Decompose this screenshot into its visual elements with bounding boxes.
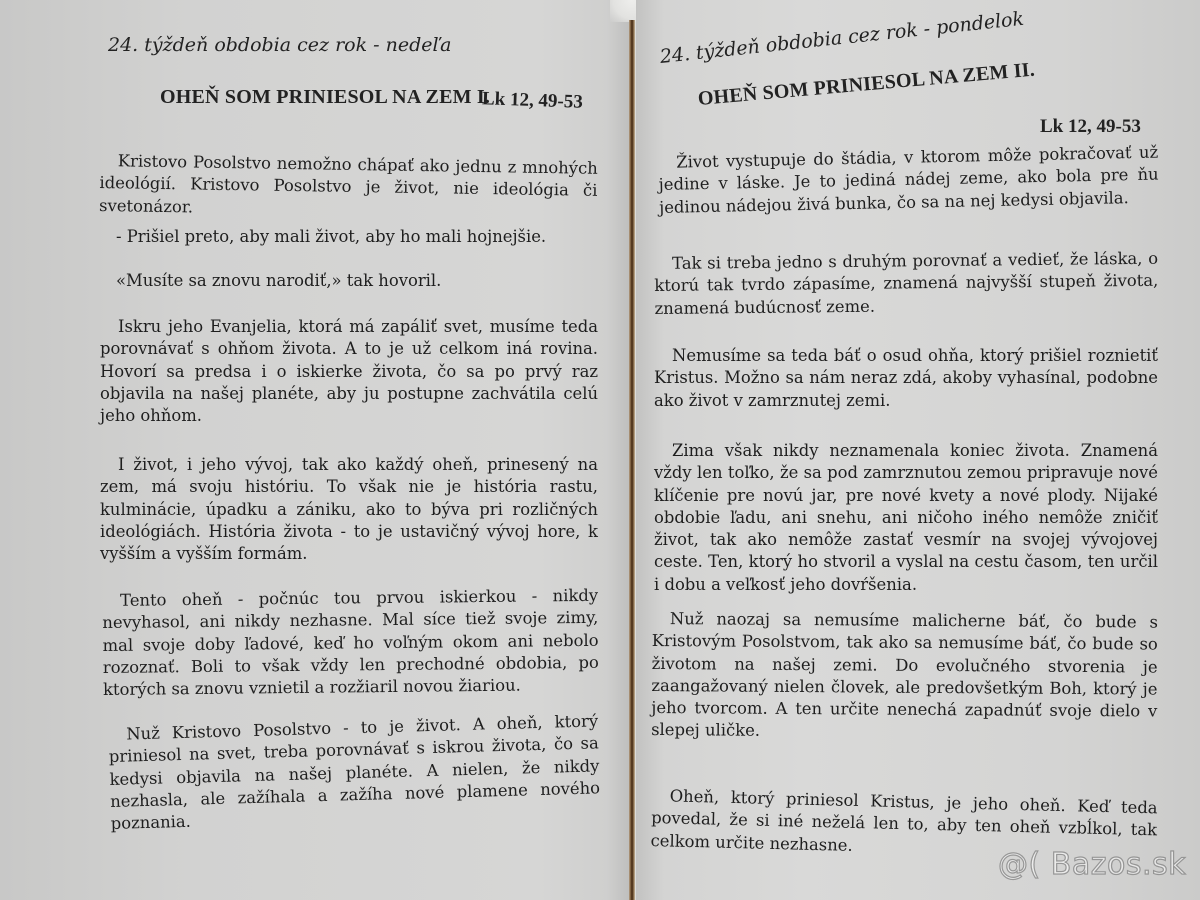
right-page [636, 0, 1200, 900]
bazos-watermark: @( Bazos.sk [998, 847, 1186, 882]
left-paragraph-5: I život, i jeho vývoj, tak ako každý oheň, prinesený na zem, má svoju históriu. To však nie je história rastu, kulminácie, úpadku a zániku, ako to býva pri rozličných ideológiách. História života - to je ustavičný vývoj hore, k vyšším a vyšším formám. [100, 455, 598, 564]
right-chapter-title: OHEŇ SOM PRINIESOL NA ZEM II. [696, 58, 1036, 110]
left-chapter-title: OHEŇ SOM PRINIESOL NA ZEM I. [160, 86, 491, 108]
right-paragraph-1: Život vystupuje do štádia, v ktorom môže pokračovať už jedine v láske. Je to jediná nádej zeme, ako bola pre ňu jedinou nádejou živá bunka, čo sa na nej kedysi objavila. [658, 142, 1159, 217]
left-paragraph-7: Nuž Kristovo Posolstvo - to je život. A oheň, ktorý priniesol na svet, treba porovnávať s iskrou života, čo sa kedysi objavila na našej planéte. A nielen, že nikdy nezhasla, ale zažíhala a zažíha nové plamene nového poznania. [108, 711, 601, 834]
left-running-head: 24. týždeň obdobia cez rok - nedeľa [108, 34, 452, 56]
left-bible-reference: Lk 12, 49-53 [481, 88, 584, 113]
right-bible-reference: Lk 12, 49-53 [1040, 116, 1141, 137]
right-running-head: 24. týždeň obdobia cez rok - pondelok [658, 7, 1026, 68]
right-paragraph-5: Nuž naozaj sa nemusíme malicherne báť, čo bude s Kristovým Posolstvom, tak ako sa nemusíme báť, čo bude so životom na našej zemi. Do evolučného stvorenia je zaangažovaný nielen človek, ale predovšetkým Boh, ktorý je jeho tvorcom. A ten určite nenechá zapadnúť svoje dielo v slepej uličke. [651, 609, 1158, 741]
right-paragraph-3: Nemusíme sa teda báť o osud ohňa, ktorý prišiel roznietiť Kristus. Možno sa nám neraz zdá, akoby vyhasínal, podobne ako život v zamrznutej zemi. [654, 346, 1158, 410]
left-paragraph-2: - Prišiel preto, aby mali život, aby ho mali hojnejšie. [116, 227, 547, 246]
right-paragraph-2: Tak si treba jedno s druhým porovnať a vedieť, že láska, o ktorú tak tvrdo zápasíme, znamená najvyšší stupeň života, znamená budúcnosť zeme. [654, 248, 1159, 318]
right-paragraph-6: Oheň, ktorý priniesol Kristus, je jeho oheň. Keď teda povedal, že si iné neželá len to, aby ten oheň vzbĺkol, tak celkom určite nezhasne. [650, 786, 1158, 855]
right-paragraph-4: Zima však nikdy neznamenala koniec života. Znamená vždy len toľko, že sa pod zamrznutou zemou pripravuje nové klíčenie pre novú jar, pre nové kvety a nové plody. Nijaké obdobie ľadu, ani snehu, ani ničoho iného nemôže zničiť život, tak ako nemôže zastať vesmír na svojej vývojovej ceste. Ten, ktorý ho stvoril a vyslal na cestu časom, ten určil i dobu a veľkosť jeho dovŕšenia. [654, 441, 1158, 594]
left-paragraph-6: Tento oheň - počnúc tou prvou iskierkou - nikdy nevyhasol, ani nikdy nezhasne. Mal síce tiež svoje zimy, mal svoje doby ľadové, keď ho voľným okom ani nebolo rozoznať. Boli to však vždy len prechodné obdobia, po ktorých sa znovu vznietil a rozžiaril novou žiariou. [102, 585, 599, 700]
left-paragraph-3: «Musíte sa znovu narodiť,» tak hovoril. [116, 271, 442, 290]
book-spine [629, 20, 635, 900]
left-paragraph-1: Kristovo Posolstvo nemožno chápať ako jednu z mnohých ideológií. Kristovo Posolstvo je život, nie ideológia či svetonázor. [98, 151, 598, 217]
left-paragraph-4: Iskru jeho Evanjelia, ktorá má zapáliť svet, musíme teda porovnávať s ohňom života. A to je už celkom iná rovina. Hovorí sa predsa i o iskierke života, čo sa po prvý raz objavila na našej planéte, aby ju postupne zachvátila celú jeho ohňom. [100, 317, 598, 426]
